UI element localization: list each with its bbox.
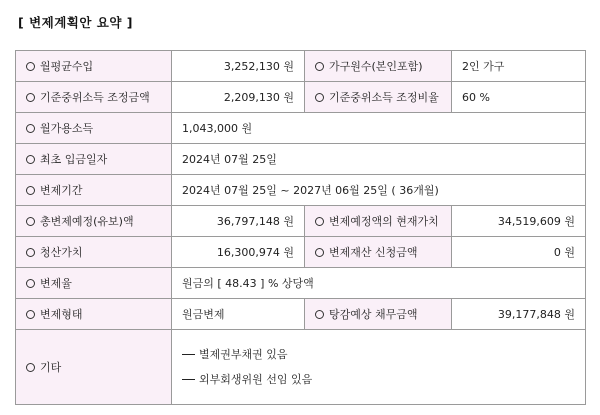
table-row	[16, 206, 586, 237]
value-household-size: 2인 가구	[452, 51, 586, 82]
circle-bullet-icon	[315, 93, 324, 102]
list-item	[182, 367, 575, 392]
page-title: [ 변제계획안 요약 ]	[18, 15, 134, 30]
label-cell	[16, 51, 172, 82]
label-cell	[305, 299, 452, 330]
label-cell	[16, 82, 172, 113]
circle-bullet-icon	[26, 62, 35, 71]
table-row	[16, 175, 586, 206]
value-expected-forgiveness: 39,177,848 원	[452, 299, 586, 330]
table-row	[16, 113, 586, 144]
table-row	[16, 330, 586, 405]
value-median-income-amount: 2,209,130 원	[172, 82, 305, 113]
label-total-repayment: 총변제예정(유보)액	[40, 215, 134, 228]
label-cell	[16, 206, 172, 237]
value-other	[172, 330, 586, 405]
circle-bullet-icon	[26, 93, 35, 102]
circle-bullet-icon	[26, 217, 35, 226]
label-cell	[305, 82, 452, 113]
circle-bullet-icon	[26, 363, 35, 372]
table-row	[16, 82, 586, 113]
other-item-2: 외부회생위원 선임 있음	[199, 373, 313, 386]
label-monthly-income: 월평균수입	[40, 60, 94, 73]
label-first-deposit-date: 최초 입금일자	[40, 153, 108, 166]
circle-bullet-icon	[26, 310, 35, 319]
value-liquidation-value: 16,300,974 원	[172, 237, 305, 268]
label-cell	[16, 299, 172, 330]
value-total-repayment: 36,797,148 원	[172, 206, 305, 237]
circle-bullet-icon	[26, 155, 35, 164]
label-repayment-period: 변제기간	[40, 184, 83, 197]
other-item-1: 별제권부채권 있음	[199, 348, 288, 361]
value-asset-application: 0 원	[452, 237, 586, 268]
value-monthly-income: 3,252,130 원	[172, 51, 305, 82]
value-repayment-rate: 원금의 [ 48.43 ] % 상당액	[172, 268, 586, 299]
label-cell	[16, 144, 172, 175]
label-cell	[16, 175, 172, 206]
dash-icon	[182, 379, 195, 380]
table-row	[16, 299, 586, 330]
repayment-summary-table	[15, 50, 586, 405]
value-present-value: 34,519,609 원	[452, 206, 586, 237]
circle-bullet-icon	[315, 62, 324, 71]
label-median-income-amount: 기준중위소득 조정금액	[40, 91, 150, 104]
label-cell	[16, 113, 172, 144]
circle-bullet-icon	[26, 279, 35, 288]
circle-bullet-icon	[315, 217, 324, 226]
circle-bullet-icon	[315, 310, 324, 319]
label-cell	[16, 268, 172, 299]
list-item	[182, 342, 575, 367]
value-median-income-ratio: 60 %	[452, 82, 586, 113]
label-household-size: 가구원수(본인포함)	[329, 60, 423, 73]
value-repayment-period: 2024년 07월 25일 ~ 2027년 06월 25일 ( 36개월)	[172, 175, 586, 206]
table-row	[16, 144, 586, 175]
label-repayment-rate: 변제율	[40, 277, 72, 290]
circle-bullet-icon	[26, 248, 35, 257]
table-row	[16, 237, 586, 268]
label-cell	[16, 237, 172, 268]
circle-bullet-icon	[26, 124, 35, 133]
label-repayment-type: 변제형태	[40, 308, 83, 321]
value-repayment-type: 원금변제	[172, 299, 305, 330]
label-present-value: 변제예정액의 현재가치	[329, 215, 439, 228]
label-liquidation-value: 청산가치	[40, 246, 83, 259]
label-disposable-income: 월가용소득	[40, 122, 94, 135]
value-first-deposit-date: 2024년 07월 25일	[172, 144, 586, 175]
label-expected-forgiveness: 탕감예상 채무금액	[329, 308, 418, 321]
circle-bullet-icon	[315, 248, 324, 257]
label-cell	[305, 51, 452, 82]
label-cell	[16, 330, 172, 405]
label-median-income-ratio: 기준중위소득 조정비율	[329, 91, 439, 104]
dash-icon	[182, 354, 195, 355]
label-cell	[305, 237, 452, 268]
table-row	[16, 268, 586, 299]
value-disposable-income: 1,043,000 원	[172, 113, 586, 144]
label-other: 기타	[40, 361, 62, 374]
label-asset-application: 변제재산 신청금액	[329, 246, 418, 259]
table-row	[16, 51, 586, 82]
circle-bullet-icon	[26, 186, 35, 195]
label-cell	[305, 206, 452, 237]
